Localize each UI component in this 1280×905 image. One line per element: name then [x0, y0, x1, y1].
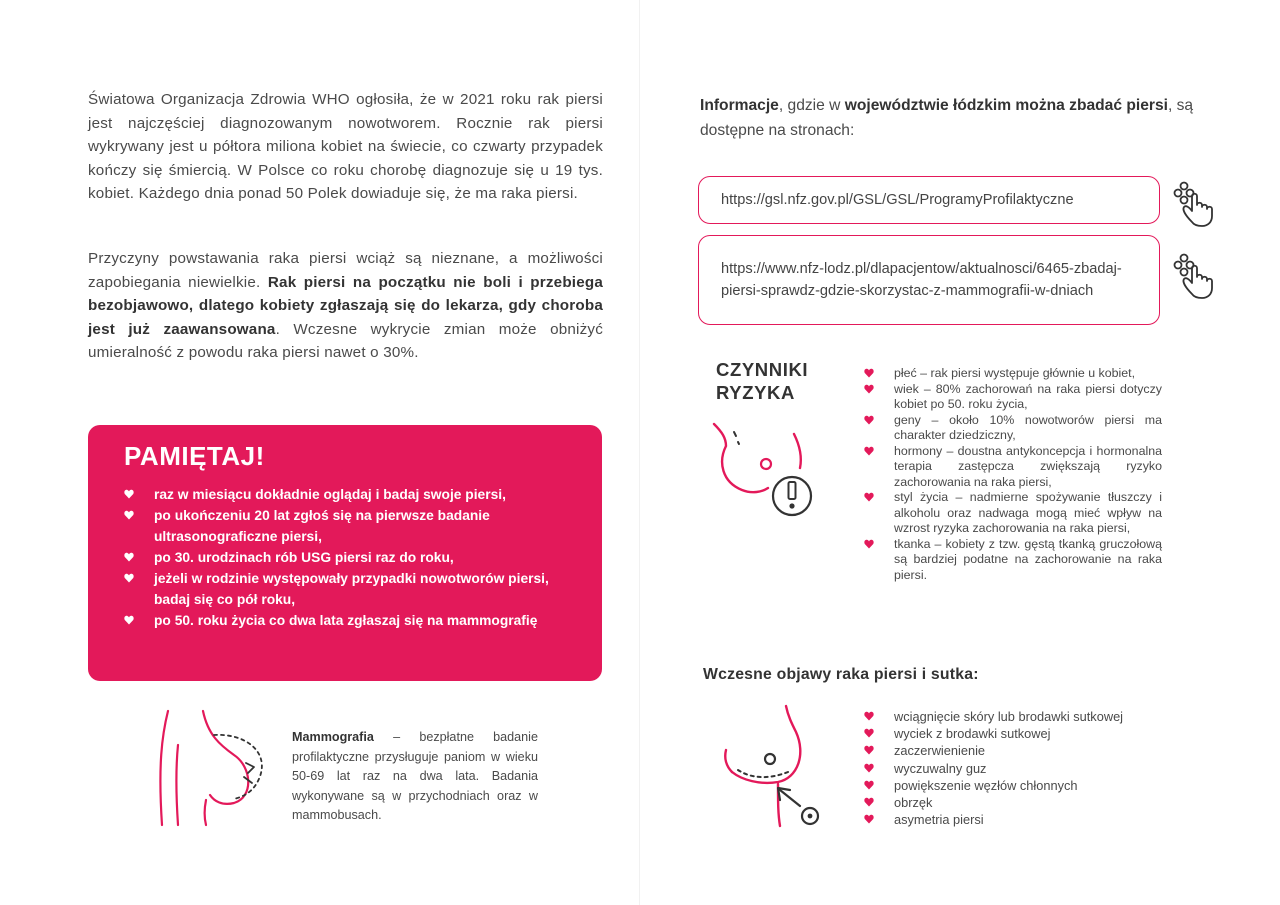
risk-item — [864, 413, 1162, 444]
heart-bullet-icon — [864, 745, 874, 755]
hand-click-icon — [1170, 178, 1222, 228]
heart-bullet-icon — [124, 573, 134, 583]
remember-box — [88, 425, 602, 681]
heart-bullet-icon — [124, 552, 134, 562]
heart-bullet-icon — [864, 728, 874, 738]
symptom-item-text: wyciek z brodawki sutkowej — [894, 726, 1051, 742]
info-bold-2: województwie łódzkim można zbadać piersi — [844, 97, 1168, 114]
mammography-illustration-icon — [148, 705, 278, 830]
remember-item — [124, 610, 574, 631]
symptom-item — [864, 725, 1123, 742]
link-box-nfz-lodz[interactable] — [698, 235, 1160, 325]
remember-list — [124, 484, 574, 631]
heart-bullet-icon — [864, 711, 874, 721]
causes-text-start: Przyczyny powstawania raka piersi wciąż są nieznane, a możliwości zapobiegania niewielkie. — [88, 250, 603, 291]
heart-bullet-icon — [864, 763, 874, 773]
causes-paragraph — [88, 247, 603, 365]
symptoms-list — [864, 708, 1123, 828]
remember-item — [124, 568, 574, 610]
symptom-item — [864, 760, 1123, 777]
remember-item — [124, 484, 574, 505]
info-bold-1: Informacje — [700, 97, 779, 114]
risk-item — [864, 490, 1162, 537]
remember-item-text: po 30. urodzinach rób USG piersi raz do roku, — [154, 550, 454, 565]
risk-item — [864, 382, 1162, 413]
link-nfz-lodz[interactable]: https://www.nfz-lodz.pl/dlapacjentow/aktualnosci/6465-zbadaj-piersi-sprawdz-gdzie-skorzystac-z-mammografii-w-dniach — [721, 261, 1122, 299]
mammography-text — [292, 728, 538, 826]
heart-bullet-icon — [864, 492, 874, 502]
risk-item — [864, 537, 1162, 584]
symptom-item — [864, 708, 1123, 725]
link-box-gsl[interactable] — [698, 176, 1160, 224]
intro-paragraph: Światowa Organizacja Zdrowia WHO ogłosiła, że w 2021 roku rak piersi jest najczęściej diagnozowanym nowotworem. Rocznie rak piersi wykrywany jest u półtora miliona kobiet na świecie, co czwarty przypadek kończy się śmiercią. W Polsce co roku chorobę diagnozuje się u 19 tys. kobiet. Każdego dnia ponad 50 Polek dowiaduje się, że ma raka piersi. — [88, 91, 603, 202]
risk-item-text: wiek – 80% zachorowań na raka piersi dotyczy kobiet po 50. roku życia, — [894, 381, 1162, 411]
heart-bullet-icon — [864, 797, 874, 807]
remember-title: PAMIĘTAJ! — [124, 441, 265, 471]
heart-bullet-icon — [864, 368, 874, 378]
symptom-item — [864, 742, 1123, 759]
heart-bullet-icon — [864, 384, 874, 394]
remember-item-text: po 50. roku życia co dwa lata zgłaszaj się na mammografię — [154, 613, 538, 628]
risk-item-text: tkanka – kobiety z tzw. gęstą tkanką gruczołową są bardziej podatne na zachorowanie na raka piersi. — [894, 536, 1162, 582]
remember-item-text: raz w miesiącu dokładnie oglądaj i badaj swoje piersi, — [154, 487, 506, 502]
remember-item — [124, 547, 574, 568]
symptoms-title: Wczesne objawy raka piersi i sutka: — [703, 666, 979, 683]
heart-bullet-icon — [864, 780, 874, 790]
risk-title-line-1: CZYNNIKI — [716, 359, 809, 380]
heart-bullet-icon — [864, 814, 874, 824]
symptom-item-text: obrzęk — [894, 795, 933, 811]
mammography-label: Mammografia — [292, 730, 374, 744]
remember-item — [124, 505, 574, 547]
symptom-item — [864, 777, 1123, 794]
symptom-item-text: powiększenie węzłów chłonnych — [894, 777, 1078, 793]
heart-bullet-icon — [124, 489, 134, 499]
link-gsl[interactable]: https://gsl.nfz.gov.pl/GSL/GSL/ProgramyProfilaktyczne — [721, 192, 1074, 208]
heart-bullet-icon — [864, 415, 874, 425]
risk-item — [864, 444, 1162, 491]
symptom-item-text: asymetria piersi — [894, 812, 984, 828]
info-text-2: , są dostępne na stronach: — [700, 97, 1194, 139]
risk-item — [864, 366, 1162, 382]
causes-text-bold: Rak piersi na początku nie boli i przebiega bezobjawowo, dlatego kobiety zgłaszają się do lekarza, gdy choroba jest już zaawansowana — [88, 273, 603, 338]
symptom-item-text: wciągnięcie skóry lub brodawki sutkowej — [894, 709, 1124, 724]
heart-bullet-icon — [124, 510, 134, 520]
breast-lump-illustration-icon — [720, 702, 830, 832]
remember-item-text: po ukończeniu 20 lat zgłoś się na pierwsze badanie ultrasonograficzne piersi, — [154, 508, 490, 544]
info-text-1: , gdzie w — [778, 97, 845, 114]
remember-item-text: jeżeli w rodzinie występowały przypadki nowotworów piersi, badaj się co pół roku, — [154, 571, 549, 607]
breast-warning-illustration-icon — [708, 412, 820, 524]
symptom-item-text: zaczerwienienie — [894, 743, 986, 759]
info-paragraph — [700, 93, 1230, 143]
risk-item-text: płeć – rak piersi występuje głównie u kobiet, — [894, 366, 1136, 380]
causes-text-end: . Wczesne wykrycie zmian może obniżyć umieralność z powodu raka piersi nawet o 30%. — [88, 320, 603, 361]
risk-factors-list — [864, 366, 1162, 583]
hand-click-icon — [1170, 250, 1222, 300]
heart-bullet-icon — [864, 539, 874, 549]
heart-bullet-icon — [124, 615, 134, 625]
symptom-item — [864, 794, 1123, 811]
risk-item-text: geny – około 10% nowotworów piersi ma charakter dziedziczny, — [894, 412, 1162, 442]
heart-bullet-icon — [864, 446, 874, 456]
symptom-item — [864, 811, 1123, 828]
symptom-item-text: wyczuwalny guz — [894, 760, 987, 776]
risk-factors-title — [716, 358, 808, 404]
risk-title-line-2: RYZYKA — [716, 382, 795, 403]
mammography-description: – bezpłatne badanie profilaktyczne przysługuje paniom w wieku 50-69 lat raz na dwa lata. Badania wykonywane są w przychodniach oraz w mammobusach. — [292, 730, 538, 822]
risk-item-text: styl życia – nadmierne spożywanie tłuszczy i alkoholu oraz nadwaga mogą mieć wpływ na wzrost ryzyka zachorowania na raka piersi, — [894, 490, 1162, 535]
risk-item-text: hormony – doustna antykoncepcja i hormonalna terapia zastępcza zwiększają ryzyko zachorowania na raka piersi, — [894, 443, 1162, 489]
